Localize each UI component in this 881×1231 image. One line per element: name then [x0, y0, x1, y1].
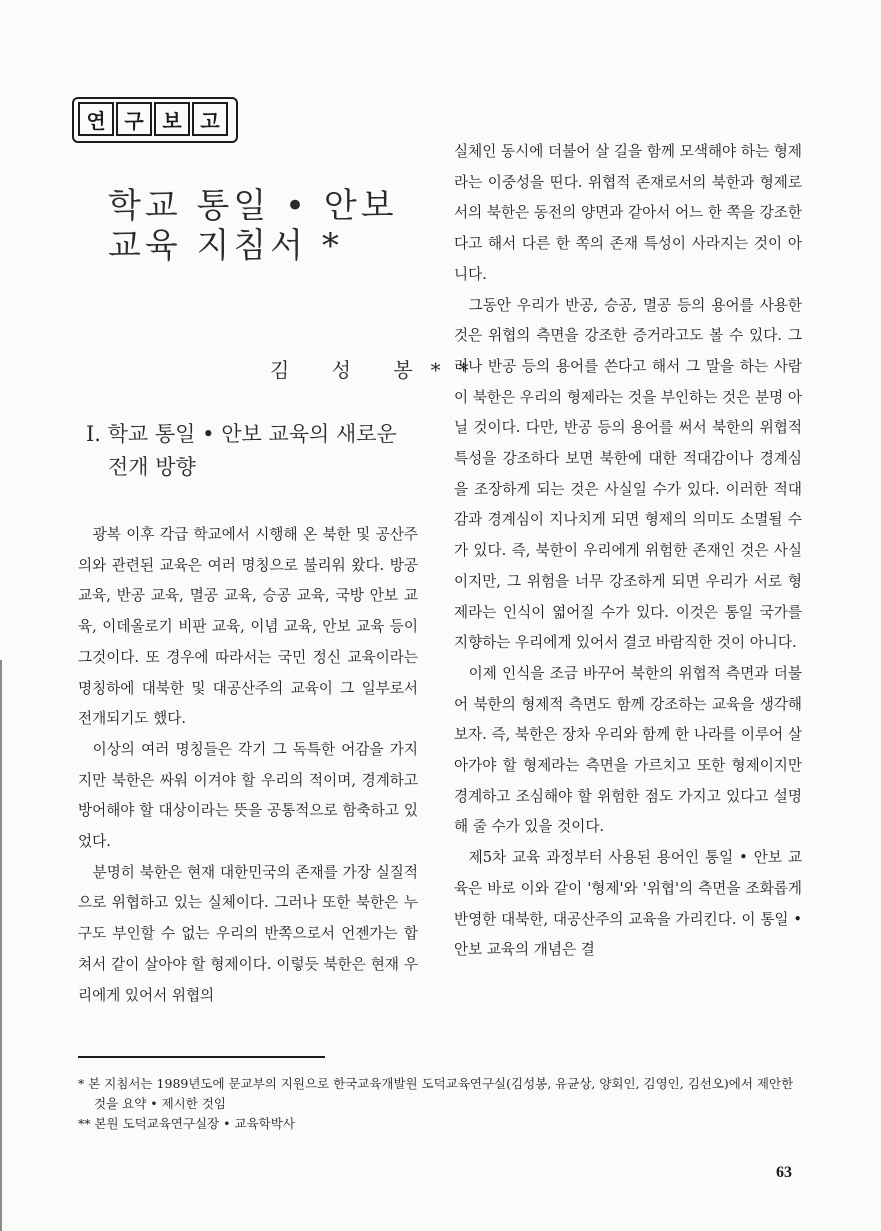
section-heading-line-1: I. 학교 통일 • 안보 교육의 새로운 — [86, 422, 397, 446]
tag-char: 고 — [192, 102, 228, 136]
tag-char: 구 — [116, 102, 152, 136]
research-report-tag — [78, 102, 230, 136]
paragraph: 이제 인식을 조금 바꾸어 북한의 위협적 측면과 더불어 북한의 형제적 측면도 함께 강조하는 교육을 생각해 보자. 즉, 북한은 장차 우리와 함께 한 나라를 이루어 살아가야 할 형제라는 측면을 가르치고 또한 형제이지만 경계하고 조심해야 할 위험한 점도 가지고 있다고 설명해 줄 수가 있을 것이다. — [454, 664, 802, 836]
section-heading-line-2: 전개 방향 — [108, 455, 196, 479]
scan-edge-line — [0, 660, 2, 1231]
footnote-1: * 본 지침서는 1989년도에 문교부의 지원으로 한국교육개발원 도덕교육연구실(김성봉, 유균상, 양회인, 김영인, 김선오)에서 제안한 것을 요약 • 제시한 것임 — [78, 1076, 794, 1111]
paragraph: 제5차 교육 과정부터 사용된 용어인 통일 • 안보 교육은 바로 이와 같이 '형제'와 '위협'의 측면을 조화롭게 반영한 대북한, 대공산주의 교육을 가리킨다. 이 통일 • 안보 교육의 개념은 결 — [454, 849, 802, 959]
paragraph: 분명히 북한은 현재 대한민국의 존재를 가장 실질적으로 위협하고 있는 실체이다. 그러나 또한 북한은 누구도 부인할 수 없는 우리의 반쪽으로서 언젠가는 합쳐서 같이 살아야 할 형제이다. 이렇듯 북한은 현재 우리에게 있어서 위협의 — [78, 863, 418, 1004]
left-column — [78, 520, 418, 1011]
tag-char: 보 — [154, 102, 190, 136]
paragraph: 광복 이후 각급 학교에서 시행해 온 북한 및 공산주의와 관련된 교육은 여러 명칭으로 불리워 왔다. 방공 교육, 반공 교육, 멸공 교육, 승공 교육, 국방 안보 교육, 이데올로기 비판 교육, 이념 교육, 안보 교육 등이 그것이다. 또 경우에 따라서는 국민 정신 교육이라는 명칭하에 대북한 및 대공산주의 교육이 그 일부로서 전개되기도 했다. — [78, 526, 418, 728]
paragraph: 실체인 동시에 더불어 살 길을 함께 모색해야 하는 형제라는 이중성을 띤다. 위협적 존재로서의 북한과 형제로서의 북한은 동전의 양면과 같아서 어느 한 쪽을 강조한다고 해서 다른 한 쪽의 존재 특성이 사라지는 것이 아니다. — [454, 143, 802, 283]
paragraph: 그동안 우리가 반공, 승공, 멸공 등의 용어를 사용한 것은 위협의 측면을 강조한 증거라고도 볼 수 있다. 그러나 반공 등의 용어를 쓴다고 해서 그 말을 하는 사람이 북한은 우리의 형제라는 것을 부인하는 것은 분명 아닐 것이다. 다만, 반공 등의 용어를 써서 북한의 위협적 특성을 강조하다 보면 북한에 대한 적대감이나 경계심을 조장하게 되는 것은 사실일 수가 있다. 이러한 적대감과 경계심이 지나치게 되면 형제의 의미도 소멸될 수가 있다. 즉, 북한이 우리에게 위험한 존재인 것은 사실이지만, 그 위험을 너무 강조하게 되면 우리가 서로 형제라는 인식이 엷어질 수가 있다. 이것은 통일 국가를 지향하는 우리에게 있어서 결코 바람직한 것이 아니다. — [454, 296, 802, 652]
author-name: 김 성 봉** — [270, 358, 487, 382]
paragraph: 이상의 여러 명칭들은 각기 그 독특한 어감을 가지지만 북한은 싸워 이겨야 할 우리의 적이며, 경계하고 방어해야 할 대상이라는 뜻을 공통적으로 함축하고 있었다. — [78, 740, 418, 851]
footnote-divider — [78, 1056, 325, 1058]
footnotes — [78, 1074, 808, 1134]
title-line-1: 학교 통일 • 안보 — [108, 186, 398, 226]
title-line-2: 교육 지침서 * — [108, 226, 343, 266]
section-heading — [86, 418, 426, 484]
right-column — [454, 137, 802, 966]
footnote-2: ** 본원 도덕교육연구실장 • 교육학박사 — [78, 1116, 295, 1131]
page-number: 63 — [776, 1164, 792, 1181]
article-title — [108, 186, 398, 266]
tag-char: 연 — [78, 102, 114, 136]
